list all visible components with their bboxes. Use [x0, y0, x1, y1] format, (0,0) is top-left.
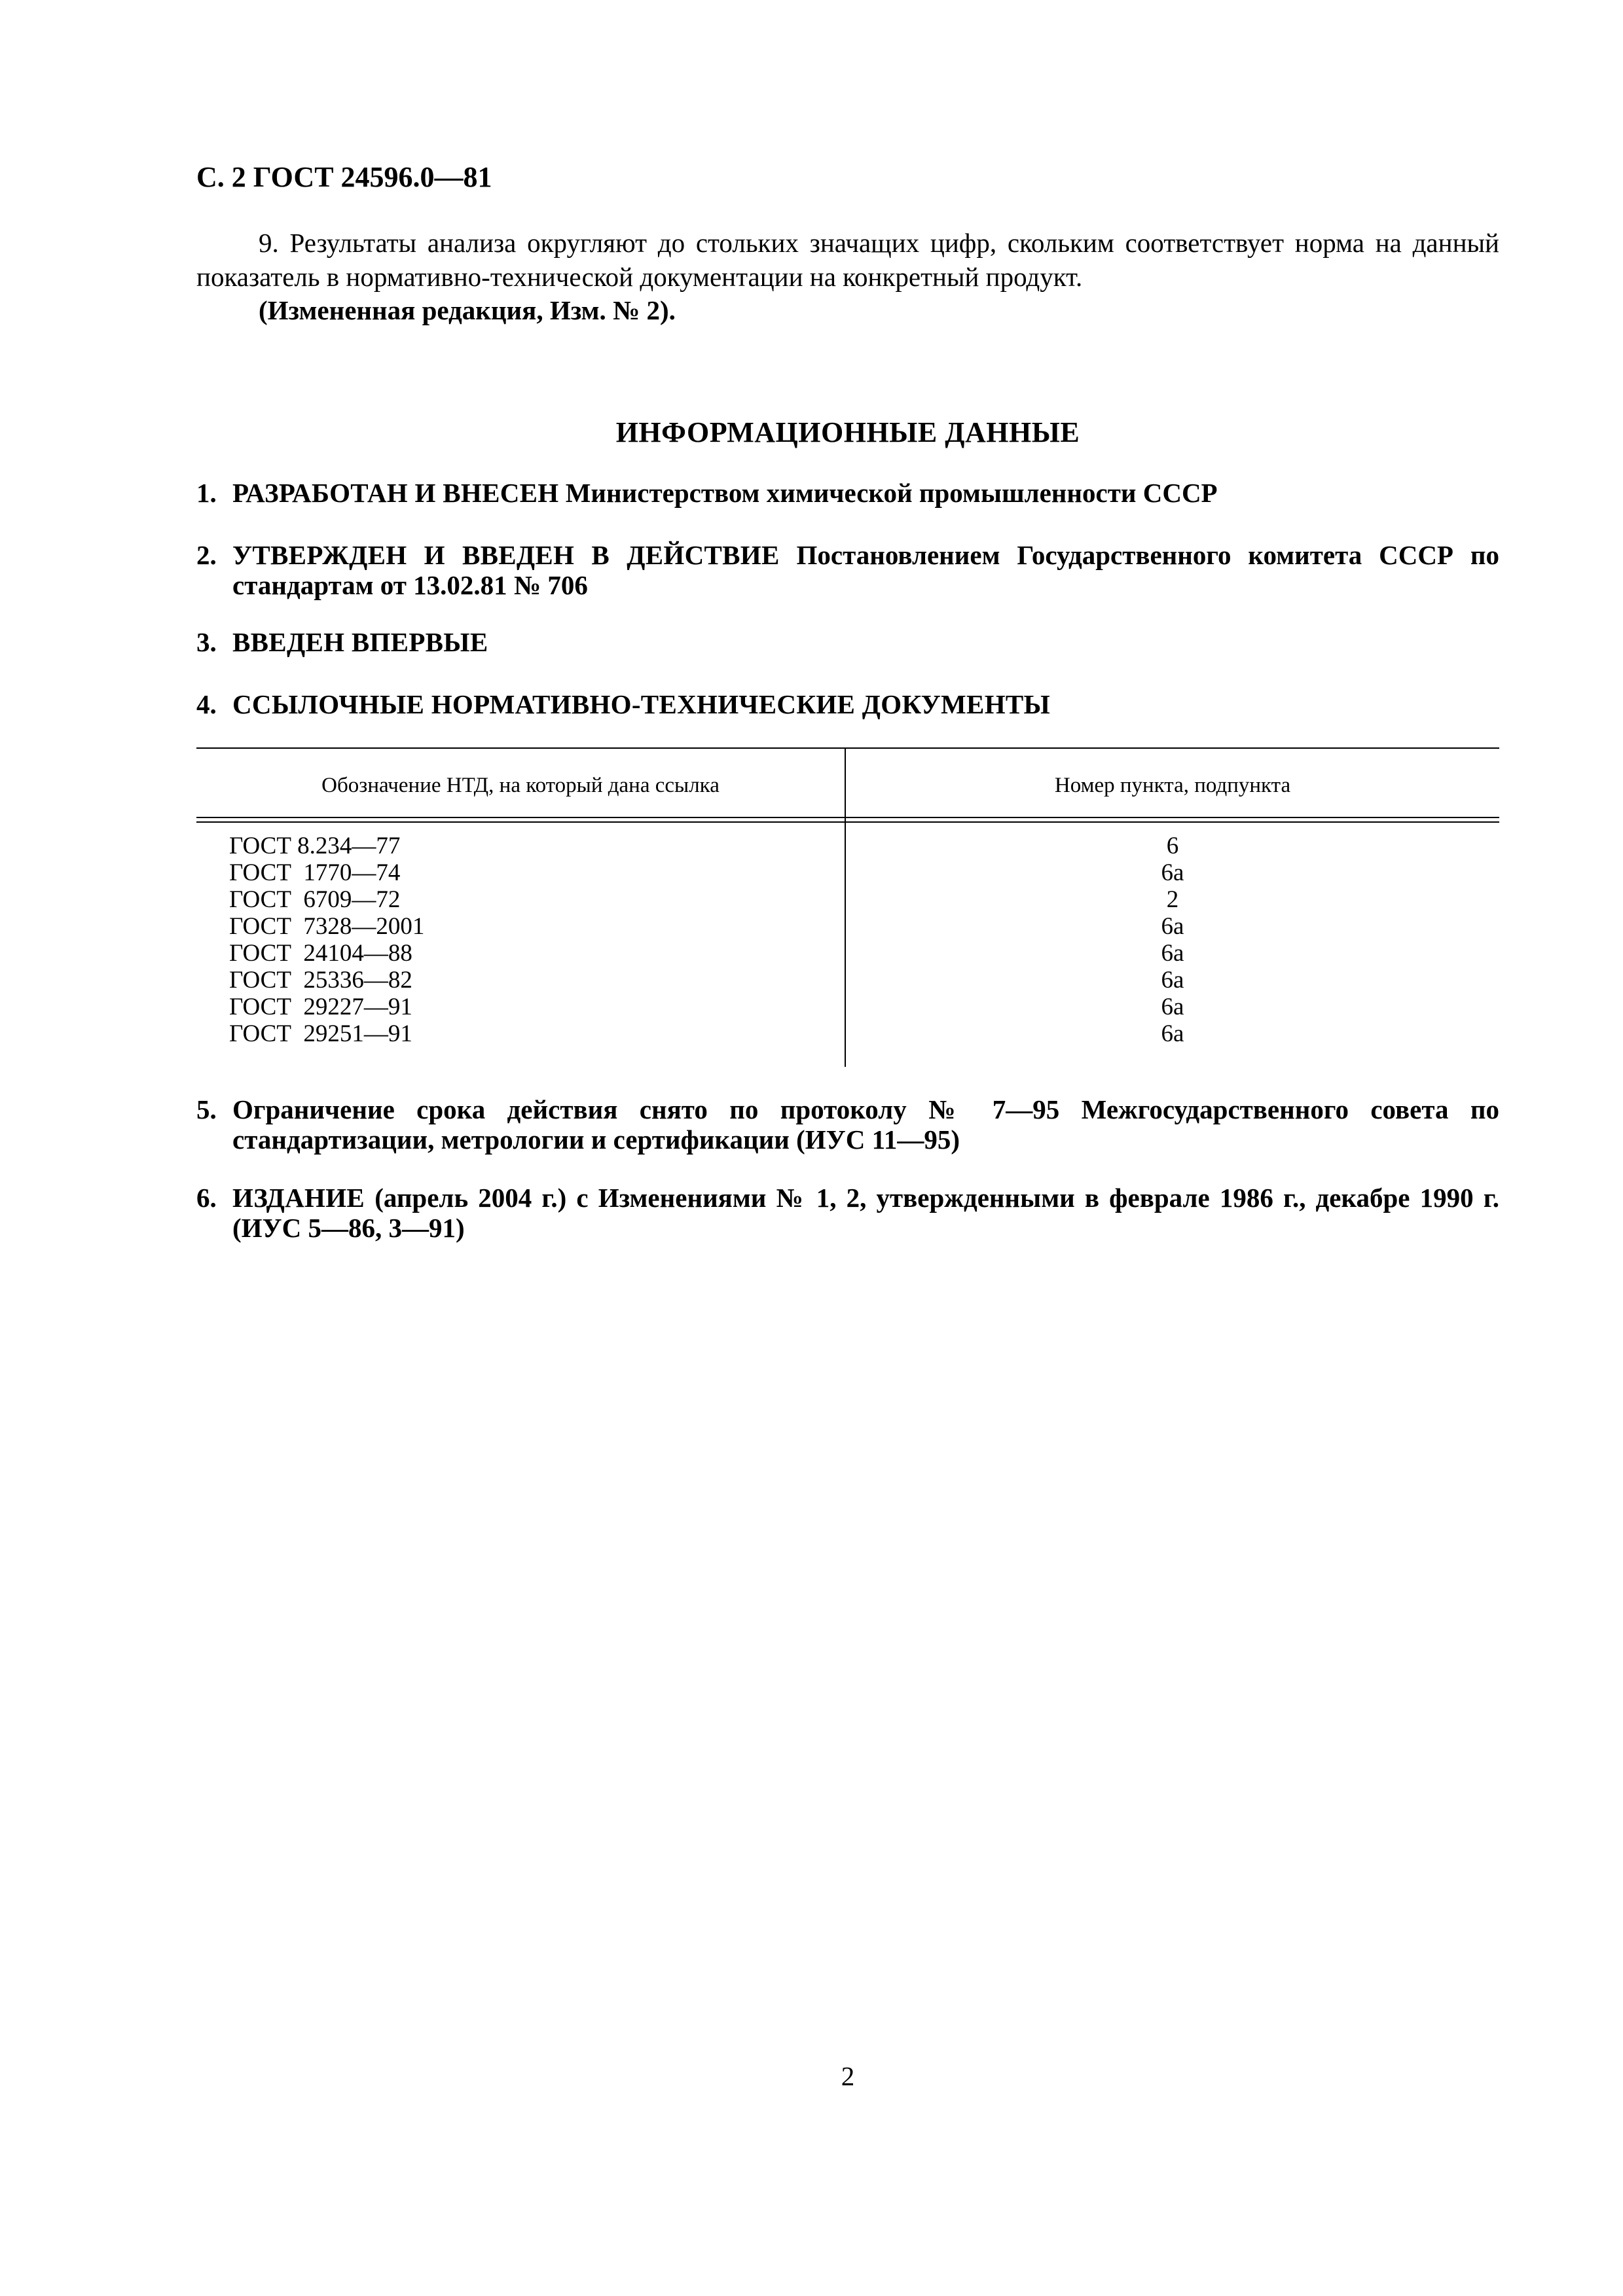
item-number: 3. — [196, 627, 217, 657]
table-cell-clause: 2 — [1166, 886, 1179, 913]
paragraph-9-text: 9. Результаты анализа округляют до стольких значащих цифр, скольким соответствует норма на данный показатель в нормативно-технической документации на конкретный продукт. — [196, 228, 1499, 292]
info-item-1 — [196, 478, 1499, 508]
table-header-clause: Номер пункта, подпункта — [1054, 774, 1291, 797]
info-item-6 — [196, 1183, 1499, 1243]
info-item-2 — [196, 540, 1499, 600]
table-cell-clause: 6а — [1161, 1020, 1184, 1047]
table-cell-clause: 6а — [1161, 994, 1184, 1020]
item-text: Министерством химической промышленности СССР — [558, 478, 1218, 508]
table-cell-clause: 6а — [1161, 913, 1184, 940]
item-caps: РАЗРАБОТАН И ВНЕСЕН — [232, 478, 559, 508]
table-cell-designation: ГОСТ 1770—74 — [229, 859, 401, 886]
item-text: (апрель 2004 г.) с Изменениями № 1, 2, утвержденными в феврале 1986 г., декабре 1990 г. (ИУС 5—86, 3—91) — [232, 1183, 1499, 1243]
table-cell-clause: 6а — [1161, 940, 1184, 967]
item-text: Ограничение срока действия снято по протоколу № 7—95 Межгосударственного совета по стандартизации, метрологии и сертификации (ИУС 11—95) — [232, 1094, 1499, 1155]
page-number: 2 — [841, 2061, 855, 2091]
item-caps: ССЫЛОЧНЫЕ НОРМАТИВНО-ТЕХНИЧЕСКИЕ ДОКУМЕНТЫ — [232, 689, 1051, 719]
table-cell-designation: ГОСТ 8.234—77 — [229, 833, 401, 859]
info-item-5 — [196, 1094, 1499, 1155]
page-header: С. 2 ГОСТ 24596.0—81 — [196, 161, 492, 193]
table-cell-designation: ГОСТ 29251—91 — [229, 1020, 412, 1047]
table-cell-designation: ГОСТ 6709—72 — [229, 886, 401, 913]
item-caps: ИЗДАНИЕ — [232, 1183, 365, 1213]
table-cell-clause: 6а — [1161, 967, 1184, 994]
item-number: 1. — [196, 478, 217, 508]
info-item-3 — [196, 627, 1499, 657]
table-cell-designation: ГОСТ 24104—88 — [229, 940, 412, 967]
table-cell-clause: 6 — [1166, 833, 1179, 859]
info-item-4 — [196, 689, 1499, 719]
section-title: ИНФОРМАЦИОННЫЕ ДАННЫЕ — [615, 416, 1080, 448]
item-caps: ВВЕДЕН ВПЕРВЫЕ — [232, 627, 488, 657]
item-text: Постановлением Государственного комитета СССР по стандартам от 13.02.81 № 706 — [232, 540, 1499, 600]
paragraph-9 — [196, 226, 1499, 294]
table-cell-designation: ГОСТ 25336—82 — [229, 967, 412, 994]
item-number: 5. — [196, 1094, 217, 1124]
table-cell-designation: ГОСТ 29227—91 — [229, 994, 412, 1020]
table-cell-clause: 6а — [1161, 859, 1184, 886]
item-number: 4. — [196, 689, 217, 719]
item-caps: УТВЕРЖДЕН И ВВЕДЕН В ДЕЙСТВИЕ — [232, 540, 780, 570]
table-header-designation: Обозначение НТД, на который дана ссылка — [321, 774, 720, 797]
item-number: 6. — [196, 1183, 217, 1213]
table-cell-designation: ГОСТ 7328—2001 — [229, 913, 425, 940]
reference-table — [196, 747, 1499, 1067]
table-column-designations — [229, 833, 424, 1047]
table-header-rule — [196, 817, 1499, 823]
amendment-note: (Измененная редакция, Изм. № 2). — [259, 295, 676, 325]
table-top-rule — [196, 747, 1499, 749]
table-column-clauses — [846, 833, 1499, 1047]
item-number: 2. — [196, 540, 217, 570]
